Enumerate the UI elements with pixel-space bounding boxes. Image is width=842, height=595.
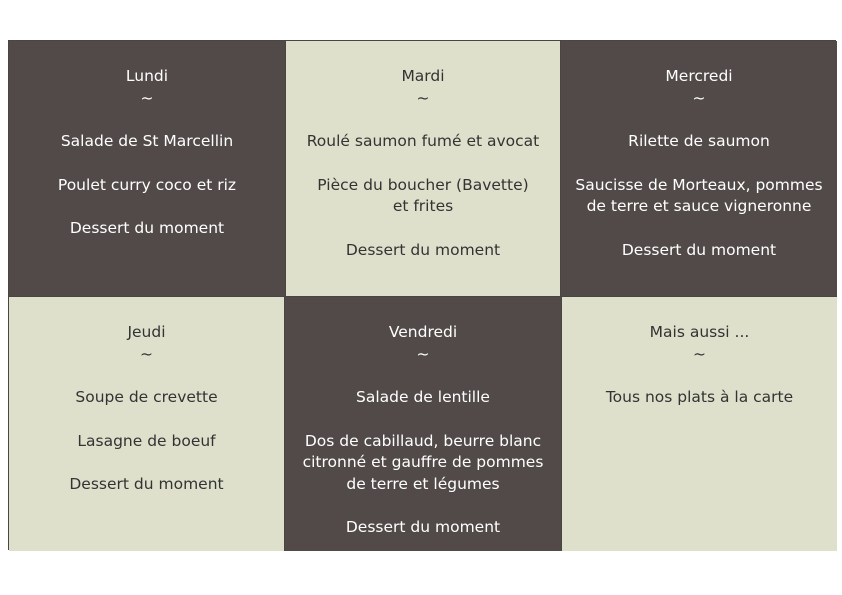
day-title: Lundi — [125, 67, 169, 85]
dish-dessert: Dessert du moment — [345, 518, 501, 536]
menu-cell-lundi — [9, 41, 285, 296]
separator: ~ — [416, 344, 430, 363]
dish-dessert: Dessert du moment — [621, 240, 777, 259]
dish-dessert: Dessert du moment — [69, 219, 225, 237]
dish-entree: Salade de lentille — [356, 388, 490, 406]
separator: ~ — [693, 344, 706, 363]
menu-cell-jeudi — [9, 296, 285, 551]
dish-entree: Roulé saumon fumé et avocat — [306, 132, 540, 150]
dish-main: Saucisse de Morteaux, pommes de terre et sauce vigneronne — [575, 175, 823, 215]
dish-entree: Soupe de crevette — [75, 388, 218, 406]
menu-cell-mercredi — [561, 41, 837, 296]
separator: ~ — [416, 88, 430, 107]
dish-main: Lasagne de boeuf — [77, 431, 216, 450]
separator: ~ — [140, 344, 153, 363]
weekly-menu-grid — [8, 40, 836, 550]
day-title: Mardi — [401, 67, 445, 85]
menu-cell-mardi — [285, 41, 561, 296]
dish-carte: Tous nos plats à la carte — [605, 388, 794, 406]
dish-entree: Rilette de saumon — [628, 132, 770, 150]
dish-dessert: Dessert du moment — [69, 475, 224, 493]
dish-main: Poulet curry coco et riz — [57, 175, 237, 194]
day-title: Mais aussi ... — [649, 323, 750, 341]
dish-main: Dos de cabillaud, beurre blanc citronné et gauffre de pommes de terre et légumes — [302, 431, 544, 493]
menu-cell-mais-aussi — [561, 296, 837, 551]
separator: ~ — [140, 88, 154, 107]
dish-entree: Salade de St Marcellin — [60, 132, 234, 150]
day-title: Vendredi — [388, 323, 458, 341]
separator: ~ — [692, 88, 706, 107]
day-title: Mercredi — [665, 67, 733, 85]
dish-main: Pièce du boucher (Bavette) et frites — [317, 175, 529, 215]
menu-cell-vendredi — [285, 296, 561, 551]
day-title: Jeudi — [127, 323, 166, 341]
dish-dessert: Dessert du moment — [345, 240, 501, 259]
